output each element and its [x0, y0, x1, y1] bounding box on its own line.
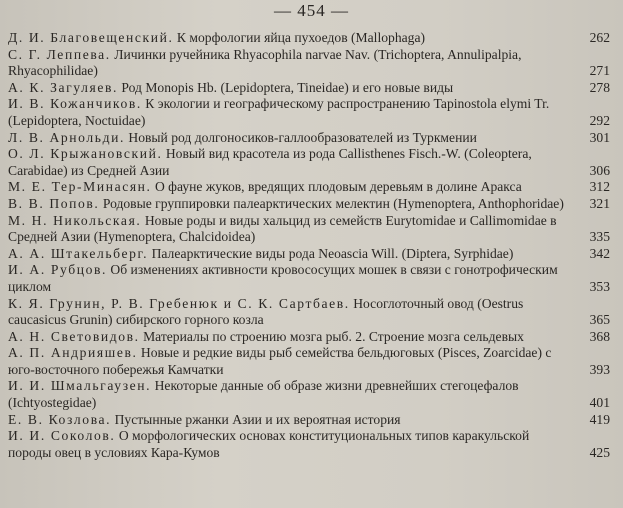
- toc-entry: [8, 246, 610, 263]
- entry-title: Пустынные ржанки Азии и их вероятная история: [114, 411, 401, 427]
- entry-author: А. А. Штакельберг.: [8, 245, 149, 261]
- entry-page-number: 335: [589, 229, 610, 245]
- toc-entry: [8, 412, 610, 429]
- entry-page-number: 292: [589, 112, 610, 128]
- toc-entry-text: [8, 80, 610, 97]
- toc-entry: [8, 296, 610, 329]
- toc-entry: [8, 30, 610, 47]
- entry-title: Новые роды и виды хальцид из семейств Eurytomidae и Callimomidae в Средней Азии (Hymenoptera, Chalcidoidea): [8, 212, 557, 245]
- entry-page-number: 353: [589, 278, 610, 294]
- toc-entry-text: [8, 179, 610, 196]
- toc-entry-text: [8, 196, 610, 213]
- entry-title: Некоторые данные об образе жизни древнейших стегоцефалов (Ichtyostegidae): [8, 378, 519, 411]
- toc-entry: [8, 378, 610, 411]
- toc-entry: [8, 329, 610, 346]
- entry-page-number: 365: [589, 312, 610, 328]
- toc-entry-text: [8, 345, 610, 378]
- entry-author: И. В. Кожанчиков.: [8, 96, 142, 112]
- entry-title: Палеарктические виды рода Neoascia Will. (Diptera, Syrphidae): [151, 245, 514, 261]
- entry-title: О фауне жуков, вредящих плодовым деревьям в долине Аракса: [154, 179, 522, 195]
- toc-entry: [8, 213, 610, 246]
- entry-title: Род Monopis Hb. (Lepidoptera, Tineidae) и его новые виды: [121, 79, 454, 95]
- entry-author: К. Я. Грунин, Р. В. Гребенюк и С. К. Сартбаев.: [8, 295, 350, 311]
- toc-entry-text: [8, 262, 610, 295]
- entry-author: И. И. Шмальгаузен.: [8, 378, 152, 394]
- toc-entry: [8, 146, 610, 179]
- entry-author: А. Н. Световидов.: [8, 328, 140, 344]
- toc-entry-text: [8, 378, 610, 411]
- toc-entry: [8, 345, 610, 378]
- toc-entry: [8, 196, 610, 213]
- toc-entry: [8, 80, 610, 97]
- entry-page-number: 312: [589, 179, 610, 195]
- toc-entry: [8, 130, 610, 147]
- entry-title: Новый вид красотела из рода Callisthenes Fisch.-W. (Coleoptera, Carabidae) из Средней Азии: [8, 146, 532, 178]
- toc-entry-text: [8, 329, 610, 346]
- entry-title: К экологии и географическому распространению Tapinostola elymi Tr. (Lepidoptera, Noctuidae): [8, 96, 550, 128]
- entry-page-number: 321: [589, 195, 610, 211]
- toc-entry-text: [8, 412, 610, 429]
- toc-entry: [8, 47, 610, 80]
- entry-title: Новые и редкие виды рыб семейства бельдюговых (Pisces, Zoarcidae) с юго-восточного побережья Камчатки: [8, 345, 552, 377]
- entry-author: В. В. Попов.: [8, 195, 100, 211]
- entry-page-number: 262: [589, 30, 610, 45]
- entry-author: А. П. Андрияшев.: [8, 345, 138, 361]
- toc-entry-text: [8, 146, 610, 179]
- toc-entry: [8, 179, 610, 196]
- entry-title: Личинки ручейника Rhyacophila narvae Nav. (Trichoptera, Annulipalpia, Rhyacophilidae): [8, 46, 522, 79]
- toc-entry-text: [8, 130, 610, 147]
- entry-author: М. Е. Тер-Минасян.: [8, 179, 152, 195]
- toc-entry-text: [8, 428, 610, 461]
- entry-title: Родовые группировки палеарктических мелектин (Hymenoptera, Anthophoridae): [102, 195, 564, 211]
- entry-page-number: 306: [589, 162, 610, 178]
- entry-title: Об изменениях активности кровососущих мошек в связи с гонотрофическим циклом: [8, 262, 558, 294]
- toc-entry-text: [8, 213, 610, 246]
- entry-author: С. Г. Леппева.: [8, 46, 111, 62]
- entry-author: О. Л. Крыжановский.: [8, 146, 163, 162]
- toc-entry-text: [8, 47, 610, 80]
- toc-entry-text: [8, 30, 610, 47]
- toc-entry-text: [8, 246, 610, 263]
- entry-author: А. К. Загуляев.: [8, 79, 118, 95]
- entry-author: Л. В. Арнольди.: [8, 129, 125, 145]
- entry-title: Носоглоточный овод (Oestrus caucasicus Grunin) сибирского горного козла: [8, 295, 524, 328]
- entry-page-number: 278: [589, 79, 610, 95]
- entry-title: К морфологии яйца пухоедов (Mallophaga): [176, 30, 426, 45]
- entry-page-number: 419: [589, 411, 610, 427]
- entry-author: М. Н. Никольская.: [8, 212, 142, 228]
- entry-title: Материалы по строению мозга рыб. 2. Строение мозга сельдевых: [143, 328, 524, 344]
- entry-title: О морфологических основах конституциональных типов каракульской породы овец в условиях Кара-Кумов: [8, 428, 530, 460]
- entry-page-number: 342: [589, 245, 610, 261]
- entry-author: Е. В. Козлова.: [8, 411, 112, 427]
- entry-title: Новый род долгоносиков-галлообразователей из Туркмении: [128, 129, 477, 145]
- entry-page-number: 401: [589, 395, 610, 411]
- toc-entry: [8, 96, 610, 129]
- entry-author: И. И. Соколов.: [8, 428, 116, 444]
- entry-page-number: 425: [589, 444, 610, 460]
- entry-author: Д. И. Благовещенский.: [8, 30, 174, 45]
- table-of-contents: [8, 30, 610, 461]
- entry-page-number: 368: [589, 328, 610, 344]
- entry-page-number: 301: [589, 129, 610, 145]
- toc-entry: [8, 262, 610, 295]
- toc-entry-text: [8, 96, 610, 129]
- entry-page-number: 393: [589, 361, 610, 377]
- toc-entry: [8, 428, 610, 461]
- toc-entry-text: [8, 296, 610, 329]
- entry-author: И. А. Рубцов.: [8, 262, 108, 278]
- entry-page-number: 271: [589, 63, 610, 79]
- page-number-header: — 454 —: [274, 1, 349, 20]
